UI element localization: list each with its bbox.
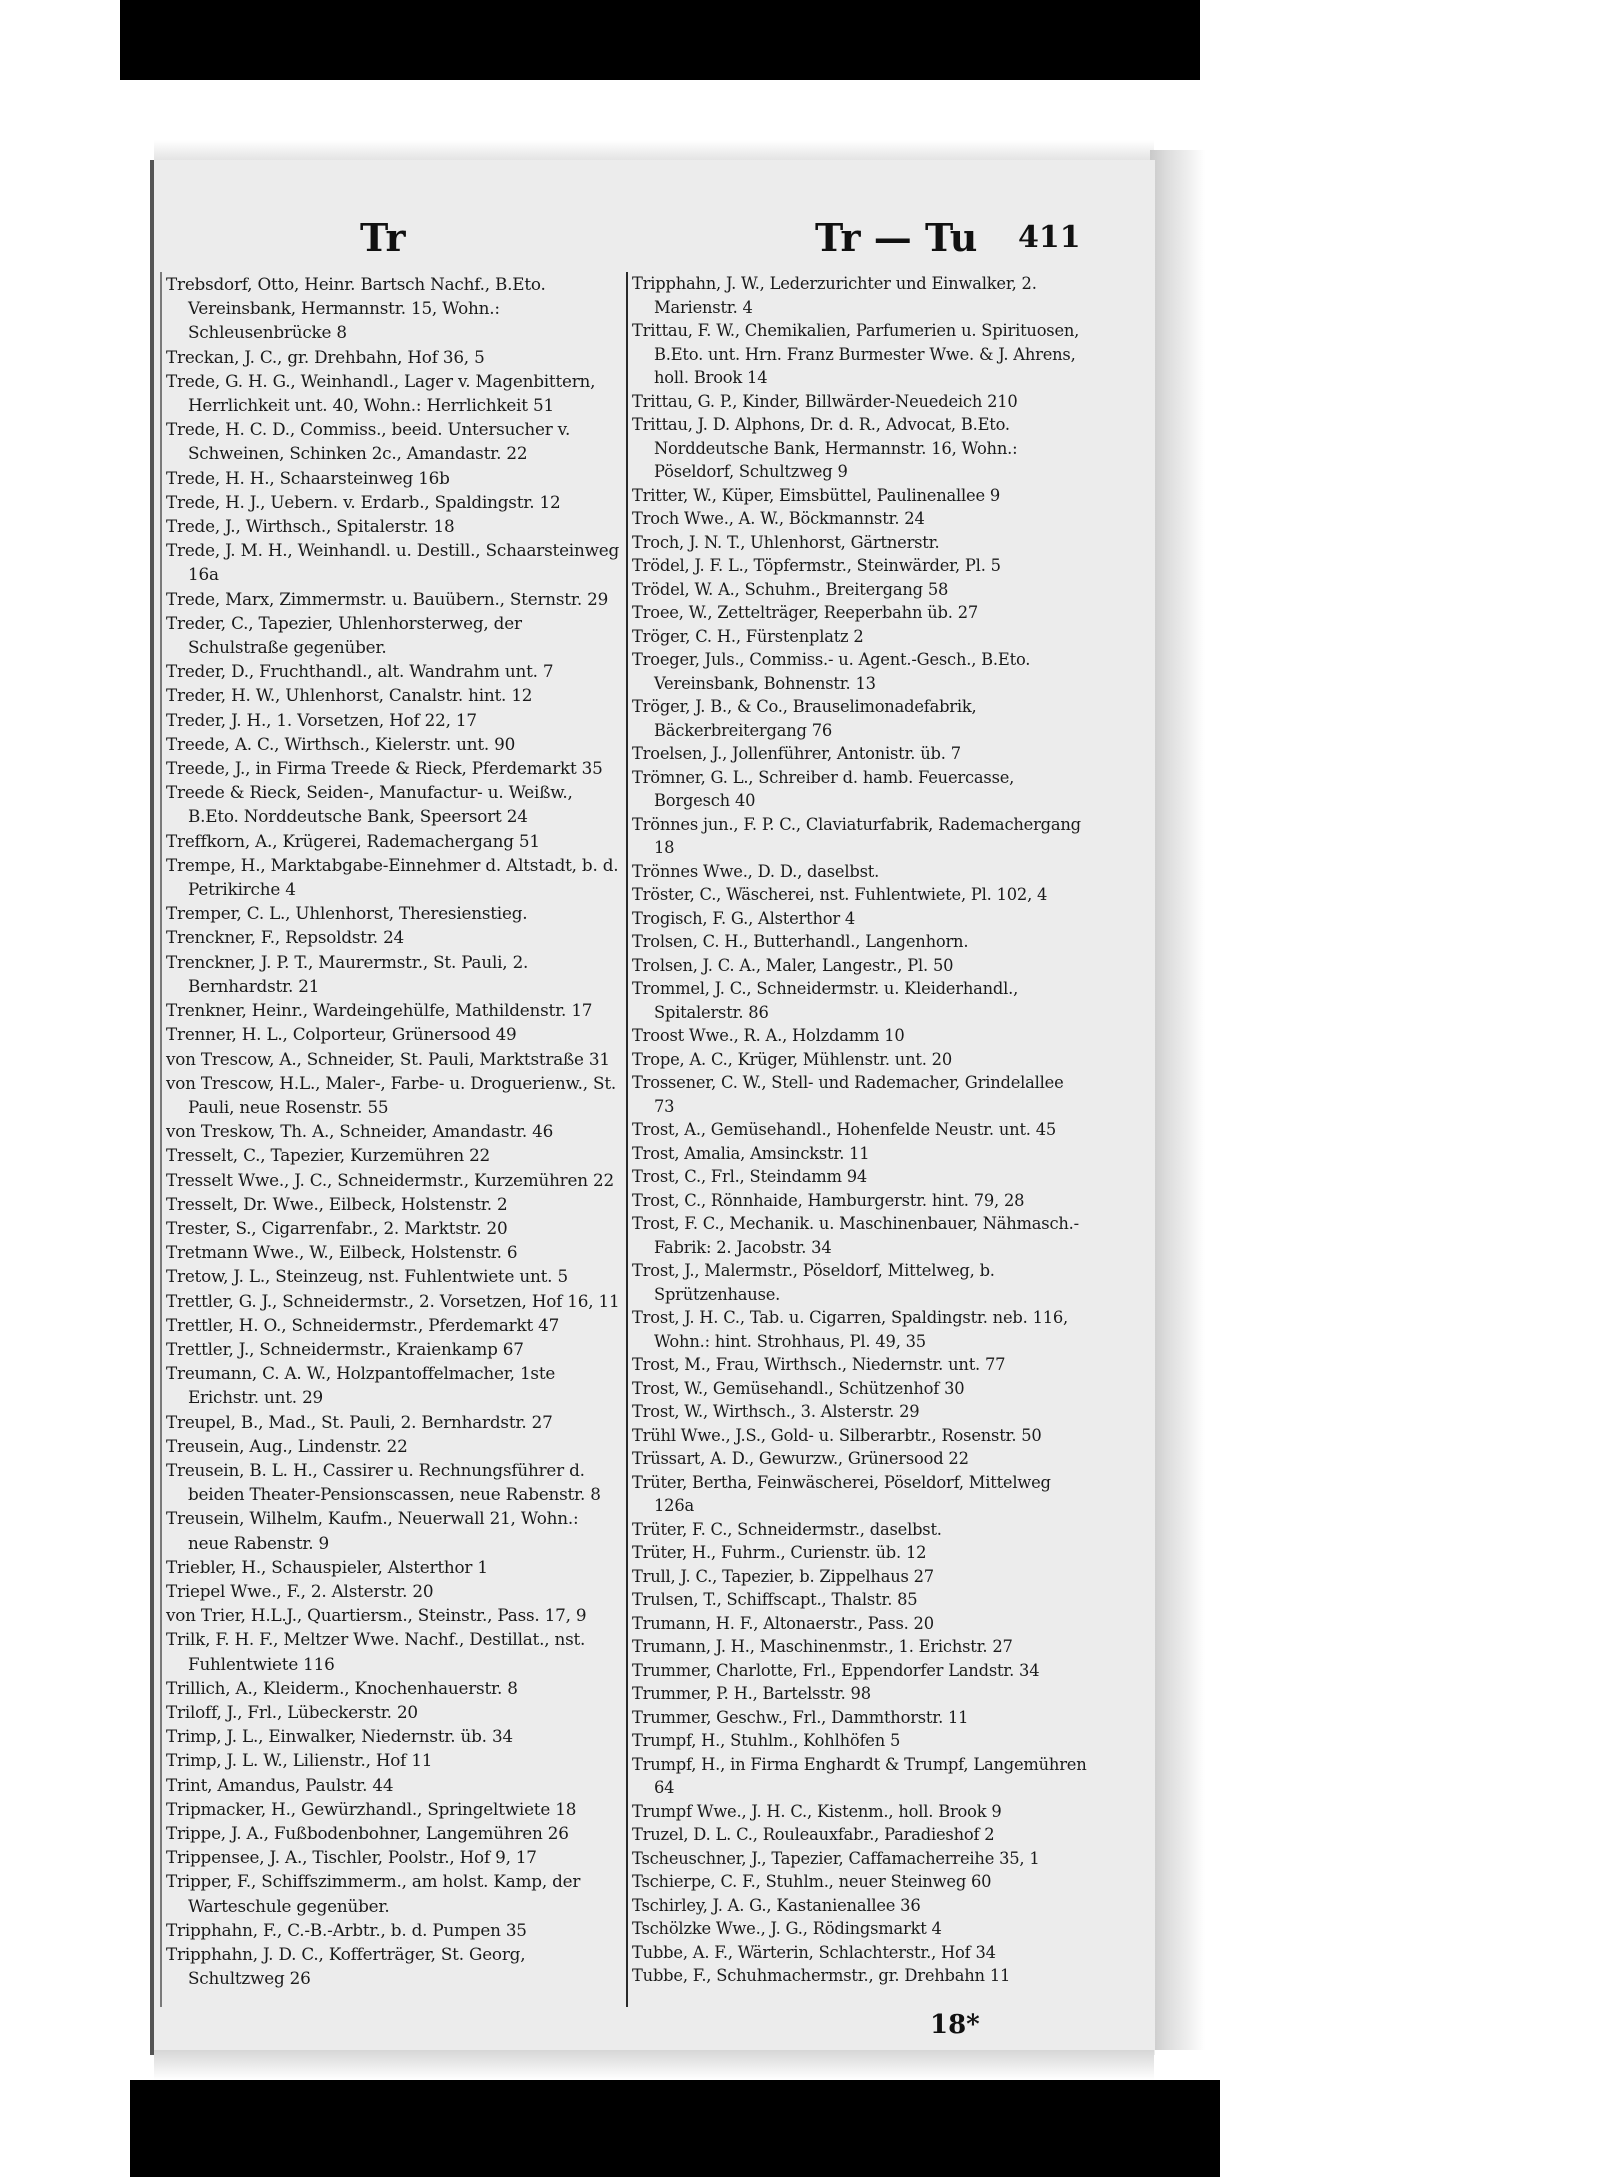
directory-entry: Trede, J. M. H., Weinhandl. u. Destill., Schaarsteinweg 16a [166, 540, 620, 585]
right-column [632, 272, 1088, 1988]
directory-entry: Tremper, C. L., Uhlenhorst, Theresienstieg. [166, 903, 528, 924]
directory-entry: Tschirley, J. A. G., Kastanienallee 36 [632, 1895, 921, 1915]
directory-entry: Treder, C., Tapezier, Uhlenhorsterweg, der Schulstraße gegenüber. [166, 612, 522, 658]
directory-entry: Trimp, J. L., Einwalker, Niedernstr. üb. 34 [166, 1726, 513, 1747]
directory-entry: Trost, C., Frl., Steindamm 94 [632, 1167, 868, 1186]
directory-entry: Trenner, H. L., Colporteur, Grünersood 49 [166, 1024, 517, 1045]
directory-entry: Trippensee, J. A., Tischler, Poolstr., Hof 9, 17 [166, 1847, 537, 1868]
directory-entry: Trittau, J. D. Alphons, Dr. d. R., Advocat, B.Eto. Norddeutsche Bank, Hermannstr. 16, Wohn.: Pöseldorf, Schultzweg 9 [632, 415, 1018, 481]
directory-entry: Tubbe, A. F., Wärterin, Schlachterstr., Hof 34 [632, 1942, 996, 1962]
directory-entry: Trost, J. H. C., Tab. u. Cigarren, Spaldingstr. neb. 116, Wohn.: hint. Strohhaus, Pl. 49, 35 [632, 1308, 1069, 1351]
directory-entry: Trummer, Charlotte, Frl., Eppendorfer Landstr. 34 [632, 1660, 1040, 1680]
page-bottom-edge [154, 2050, 1154, 2080]
signature-mark: 18* [930, 2010, 980, 2040]
directory-entry: Tresselt, C., Tapezier, Kurzemühren 22 [166, 1145, 491, 1166]
directory-entry: Trede, Marx, Zimmermstr. u. Bauübern., Sternstr. 29 [166, 588, 609, 609]
directory-entry: Treede, A. C., Wirthsch., Kielerstr. unt. 90 [166, 733, 516, 754]
directory-entry: Trumpf Wwe., J. H. C., Kistenm., holl. Brook 9 [632, 1801, 1002, 1821]
directory-entry: von Treskow, Th. A., Schneider, Amandastr. 46 [166, 1121, 554, 1142]
directory-entry: Trede, H. H., Schaarsteinweg 16b [166, 467, 450, 488]
directory-entry: Tresselt Wwe., J. C., Schneidermstr., Kurzemühren 22 [166, 1169, 614, 1190]
directory-entry: Tscheuschner, J., Tapezier, Caffamacherreihe 35, 1 [632, 1848, 1040, 1868]
column-rule-center [626, 272, 628, 2007]
directory-entry: Tripphahn, J. D. C., Kofferträger, St. Georg, Schultzweg 26 [166, 1944, 526, 1989]
scan-border-bottom [130, 2080, 1220, 2177]
directory-entry: Troee, W., Zettelträger, Reeperbahn üb. 27 [632, 603, 979, 622]
directory-entry: Treusein, B. L. H., Cassirer u. Rechnungsführer d. beiden Theater-Pensionscassen, neue Rabenstr. 8 [166, 1459, 601, 1505]
directory-entry: Trödel, W. A., Schuhm., Breitergang 58 [632, 579, 949, 599]
directory-entry: Trint, Amandus, Paulstr. 44 [166, 1774, 394, 1795]
directory-entry: Treffkorn, A., Krügerei, Rademachergang 51 [166, 830, 540, 851]
directory-entry: Trolsen, C. H., Butterhandl., Langenhorn. [632, 932, 969, 951]
page-number: 411 [1018, 220, 1081, 255]
directory-entry: Trummer, Geschw., Frl., Dammthorstr. 11 [632, 1707, 969, 1727]
running-head-right: Tr — Tu [815, 215, 978, 260]
directory-entry: Treder, D., Fruchthandl., alt. Wandrahm unt. 7 [166, 661, 554, 682]
directory-entry: Triepel Wwe., F., 2. Alsterstr. 20 [166, 1580, 434, 1601]
directory-entry: Trulsen, T., Schiffscapt., Thalstr. 85 [632, 1590, 918, 1609]
directory-entry: Trilk, F. H. F., Meltzer Wwe. Nachf., Destillat., nst. Fuhlentwiete 116 [166, 1629, 586, 1674]
directory-entry: Trittau, G. P., Kinder, Billwärder-Neuedeich 210 [632, 391, 1018, 411]
directory-entry: Trüter, H., Fuhrm., Curienstr. üb. 12 [632, 1543, 927, 1562]
directory-entry: Treusein, Aug., Lindenstr. 22 [166, 1435, 408, 1456]
directory-entry: Tschölzke Wwe., J. G., Rödingsmarkt 4 [632, 1919, 942, 1938]
directory-entry: Trenckner, F., Repsoldstr. 24 [166, 927, 405, 948]
directory-entry: Treumann, C. A. W., Holzpantoffelmacher, 1ste Erichstr. unt. 29 [166, 1363, 556, 1408]
directory-entry: Trede, H. C. D., Commiss., beeid. Untersucher v. Schweinen, Schinken 2c., Amandastr. 22 [166, 419, 571, 464]
directory-entry: Trost, W., Wirthsch., 3. Alsterstr. 29 [632, 1402, 920, 1421]
directory-entry: Troelsen, J., Jollenführer, Antonistr. üb. 7 [632, 744, 961, 763]
directory-entry: Tröger, J. B., & Co., Brauselimonadefabrik, Bäckerbreitergang 76 [632, 697, 977, 740]
directory-entry: Trillich, A., Kleiderm., Knochenhauerstr. 8 [166, 1677, 518, 1698]
directory-entry: Tröster, C., Wäscherei, nst. Fuhlentwiete, Pl. 102, 4 [632, 885, 1048, 904]
left-column [166, 272, 622, 1990]
directory-entry: Trede, H. J., Uebern. v. Erdarb., Spaldingstr. 12 [166, 491, 561, 512]
directory-entry: Treupel, B., Mad., St. Pauli, 2. Bernhardstr. 27 [166, 1411, 553, 1432]
scan-border-top [120, 0, 1200, 80]
directory-entry: Tubbe, F., Schuhmachermstr., gr. Drehbahn 11 [632, 1966, 1011, 1985]
directory-entry: Trempe, H., Marktabgabe-Einnehmer d. Altstadt, b. d. Petrikirche 4 [166, 854, 619, 900]
directory-entry: von Trescow, H.L., Maler-, Farbe- u. Droguerienw., St. Pauli, neue Rosenstr. 55 [166, 1072, 617, 1117]
directory-entry: Trettler, J., Schneidermstr., Kraienkamp 67 [166, 1338, 524, 1359]
directory-entry: Trumpf, H., in Firma Enghardt & Trumpf, Langemühren 64 [632, 1754, 1087, 1797]
scan-background [0, 0, 150, 2177]
directory-entry: Trester, S., Cigarrenfabr., 2. Marktstr. 20 [166, 1217, 508, 1238]
directory-entry: Trossener, C. W., Stell- und Rademacher, Grindelallee 73 [632, 1073, 1064, 1116]
directory-entry: Tretmann Wwe., W., Eilbeck, Holstenstr. 6 [166, 1242, 518, 1263]
directory-entry: Treder, J. H., 1. Vorsetzen, Hof 22, 17 [166, 709, 477, 730]
directory-entry: Treusein, Wilhelm, Kaufm., Neuerwall 21, Wohn.: neue Rabenstr. 9 [166, 1508, 579, 1553]
directory-entry: Troch Wwe., A. W., Böckmannstr. 24 [632, 509, 925, 528]
directory-entry: Trönnes jun., F. P. C., Claviaturfabrik, Rademachergang 18 [632, 814, 1081, 857]
directory-entry: Trittau, F. W., Chemikalien, Parfumerien u. Spirituosen, B.Eto. unt. Hrn. Franz Burmester Wwe. & J. Ahrens, holl. Brook 14 [632, 321, 1080, 387]
directory-entry: Trettler, G. J., Schneidermstr., 2. Vorsetzen, Hof 16, 11 [166, 1290, 620, 1311]
directory-entry: Trost, W., Gemüsehandl., Schützenhof 30 [632, 1378, 965, 1398]
directory-entry: Triloff, J., Frl., Lübeckerstr. 20 [166, 1701, 418, 1722]
directory-entry: Trost, M., Frau, Wirthsch., Niedernstr. unt. 77 [632, 1355, 1006, 1374]
directory-entry: Trost, C., Rönnhaide, Hamburgerstr. hint. 79, 28 [632, 1190, 1025, 1210]
directory-entry: Trödel, J. F. L., Töpfermstr., Steinwärder, Pl. 5 [632, 556, 1001, 575]
page-spine-shadow [1150, 150, 1205, 2050]
directory-entry: Trimp, J. L. W., Lilienstr., Hof 11 [166, 1750, 433, 1771]
page-top-edge [154, 140, 1154, 160]
directory-entry: Trost, A., Gemüsehandl., Hohenfelde Neustr. unt. 45 [632, 1120, 1057, 1139]
directory-entry: Trumann, J. H., Maschinenmstr., 1. Erichstr. 27 [632, 1637, 1013, 1656]
column-rule-outer [160, 272, 162, 2007]
directory-entry: Trippe, J. A., Fußbodenbohner, Langemühren 26 [166, 1823, 569, 1843]
directory-entry: Tripphahn, F., C.-B.-Arbtr., b. d. Pumpen 35 [166, 1919, 527, 1940]
directory-entry: Trebsdorf, Otto, Heinr. Bartsch Nachf., B.Eto. Vereinsbank, Hermannstr. 15, Wohn.: Schleusenbrücke 8 [166, 274, 546, 343]
directory-entry: Treder, H. W., Uhlenhorst, Canalstr. hint. 12 [166, 685, 533, 706]
directory-entry: Trühl Wwe., J.S., Gold- u. Silberarbtr., Rosenstr. 50 [632, 1425, 1042, 1445]
directory-entry: Tretow, J. L., Steinzeug, nst. Fuhlentwiete unt. 5 [166, 1266, 568, 1287]
directory-entry: Treckan, J. C., gr. Drehbahn, Hof 36, 5 [166, 346, 485, 367]
directory-entry: Trost, J., Malermstr., Pöseldorf, Mittelweg, b. Sprützenhause. [632, 1261, 995, 1304]
directory-entry: Trüter, Bertha, Feinwäscherei, Pöseldorf, Mittelweg 126a [632, 1472, 1051, 1515]
directory-entry: Trost, F. C., Mechanik. u. Maschinenbauer, Nähmasch.-Fabrik: 2. Jacobstr. 34 [632, 1214, 1079, 1257]
directory-entry: Troost Wwe., R. A., Holzdamm 10 [632, 1026, 905, 1045]
directory-entry: Treede & Rieck, Seiden-, Manufactur- u. Weißw., B.Eto. Norddeutsche Bank, Speersort 24 [166, 782, 573, 827]
directory-entry: Tresselt, Dr. Wwe., Eilbeck, Holstenstr. 2 [166, 1193, 508, 1214]
directory-entry: Trettler, H. O., Schneidermstr., Pferdemarkt 47 [166, 1314, 560, 1335]
directory-entry: Trumpf, H., Stuhlm., Kohlhöfen 5 [632, 1731, 901, 1750]
directory-entry: Trede, J., Wirthsch., Spitalerstr. 18 [166, 516, 455, 537]
directory-entry: Troeger, Juls., Commiss.- u. Agent.-Gesch., B.Eto. Vereinsbank, Bohnenstr. 13 [632, 650, 1031, 693]
directory-entry: Tritter, W., Küper, Eimsbüttel, Paulinenallee 9 [632, 485, 1001, 505]
directory-entry: von Trescow, A., Schneider, St. Pauli, Marktstraße 31 [166, 1048, 610, 1069]
directory-entry: Truzel, D. L. C., Rouleauxfabr., Paradieshof 2 [632, 1825, 995, 1844]
directory-entry: Trolsen, J. C. A., Maler, Langestr., Pl. 50 [632, 955, 954, 975]
directory-entry: Trenkner, Heinr., Wardeingehülfe, Mathildenstr. 17 [166, 1000, 593, 1021]
directory-entry: Trönnes Wwe., D. D., daselbst. [632, 861, 880, 881]
directory-entry: Trumann, H. F., Altonaerstr., Pass. 20 [632, 1613, 934, 1633]
directory-entry: Tripmacker, H., Gewürzhandl., Springeltwiete 18 [166, 1798, 577, 1819]
directory-entry: Tröger, C. H., Fürstenplatz 2 [632, 626, 864, 646]
directory-entry: Trope, A. C., Krüger, Mühlenstr. unt. 20 [632, 1049, 952, 1069]
directory-entry: Trommel, J. C., Schneidermstr. u. Kleiderhandl., Spitalerstr. 86 [632, 979, 1019, 1022]
directory-entry: Troch, J. N. T., Uhlenhorst, Gärtnerstr. [632, 532, 940, 552]
directory-entry: Trogisch, F. G., Alsterthor 4 [632, 908, 856, 928]
scan-corner [1220, 2100, 1600, 2177]
directory-entry: Trüter, F. C., Schneidermstr., daselbst. [632, 1519, 942, 1539]
directory-entry: Tripphahn, J. W., Lederzurichter und Einwalker, 2. Marienstr. 4 [632, 274, 1037, 317]
directory-entry: Trenckner, J. P. T., Maurermstr., St. Pauli, 2. Bernhardstr. 21 [166, 951, 529, 996]
directory-entry: Triebler, H., Schauspieler, Alsterthor 1 [166, 1556, 488, 1577]
directory-entry: Treede, J., in Firma Treede & Rieck, Pferdemarkt 35 [166, 758, 603, 779]
running-head-left: Tr [360, 215, 406, 260]
directory-entry: Trummer, P. H., Bartelsstr. 98 [632, 1684, 871, 1703]
directory-entry: Trost, Amalia, Amsinckstr. 11 [632, 1143, 870, 1163]
directory-entry: Trede, G. H. G., Weinhandl., Lager v. Magenbittern, Herrlichkeit unt. 40, Wohn.: Herrlichkeit 51 [166, 370, 596, 416]
directory-entry: Trömner, G. L., Schreiber d. hamb. Feuercasse, Borgesch 40 [632, 767, 1015, 810]
directory-entry: von Trier, H.L.J., Quartiersm., Steinstr., Pass. 17, 9 [166, 1605, 587, 1626]
directory-entry: Tripper, F., Schiffszimmerm., am holst. Kamp, der Warteschule gegenüber. [166, 1871, 581, 1916]
directory-entry: Tschierpe, C. F., Stuhlm., neuer Steinweg 60 [632, 1872, 992, 1891]
directory-entry: Trull, J. C., Tapezier, b. Zippelhaus 27 [632, 1566, 934, 1586]
directory-entry: Trüssart, A. D., Gewurzw., Grünersood 22 [632, 1449, 969, 1468]
